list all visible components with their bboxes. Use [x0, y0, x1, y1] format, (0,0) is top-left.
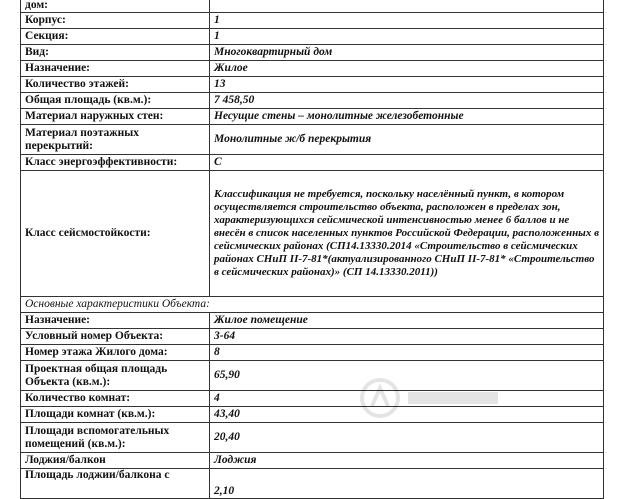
table-row — [21, 453, 604, 469]
row-label: Лоджия/балкон — [21, 453, 210, 469]
row-label: Количество комнат: — [21, 391, 210, 407]
row-value: Жилое — [210, 61, 604, 77]
section-title: Основные характеристики Объекта: — [21, 297, 604, 313]
row-label: Материал поэтажных перекрытий: — [21, 125, 210, 155]
row-value: Несущие стены – монолитные железобетонные — [210, 109, 604, 125]
table-row — [21, 13, 604, 29]
table-row — [21, 423, 604, 453]
row-label: Общая площадь (кв.м.): — [21, 93, 210, 109]
row-label: Класс энергоэффективности: — [21, 155, 210, 171]
row-value — [210, 0, 604, 13]
section-row — [21, 297, 604, 313]
row-label: Класс сейсмостойкости: — [21, 171, 210, 297]
row-value: C — [210, 155, 604, 171]
row-label: Материал наружных стен: — [21, 109, 210, 125]
table-row — [21, 469, 604, 499]
table-row — [21, 313, 604, 329]
row-value: 2,10 — [210, 469, 604, 499]
table-row — [21, 0, 604, 13]
row-value: 8 — [210, 345, 604, 361]
row-value: Жилое помещение — [210, 313, 604, 329]
table-row — [21, 61, 604, 77]
row-value: 1 — [210, 13, 604, 29]
table-row — [21, 329, 604, 345]
row-label: Площадь лоджии/балкона с — [21, 469, 210, 499]
row-label: Проектная общая площадь Объекта (кв.м.): — [21, 361, 210, 391]
row-label: Вид: — [21, 45, 210, 61]
row-value: 65,90 — [210, 361, 604, 391]
table-row — [21, 407, 604, 423]
table-row — [21, 345, 604, 361]
table-row — [21, 171, 604, 297]
table-row — [21, 391, 604, 407]
table-row — [21, 77, 604, 93]
table-row — [21, 29, 604, 45]
row-value: 3-64 — [210, 329, 604, 345]
row-value: 4 — [210, 391, 604, 407]
row-value: 13 — [210, 77, 604, 93]
row-label: Корпус: — [21, 13, 210, 29]
row-label: Количество этажей: — [21, 77, 210, 93]
row-label: Площади вспомогательных помещений (кв.м.): — [21, 423, 210, 453]
row-value: Монолитные ж/б перекрытия — [210, 125, 604, 155]
row-value: 20,40 — [210, 423, 604, 453]
row-value: 7 458,50 — [210, 93, 604, 109]
table-row — [21, 361, 604, 391]
row-label: дом: — [21, 0, 210, 13]
row-label: Назначение: — [21, 61, 210, 77]
row-value: Классификация не требуется, поскольку населённый пункт, в котором осуществляется строительство объекта, расположен в пределах зон, характеризующихся сейсмической интенсивностью менее 6 баллов и не внесён в список населенных пунктов Российской Федерации, расположенных в сейсмических районах (СП14.13330.2014 «Строительство в сейсмических районах СНиП II-7-81*(актуализированного СНиП II-7-81* «Строительство в сейсмических районах)» (СП 14.13330.2011)) — [210, 171, 604, 297]
table-row — [21, 45, 604, 61]
row-label: Условный номер Объекта: — [21, 329, 210, 345]
table-row — [21, 109, 604, 125]
row-value: Лоджия — [210, 453, 604, 469]
row-value: 1 — [210, 29, 604, 45]
row-label: Назначение: — [21, 313, 210, 329]
table-row — [21, 125, 604, 155]
table-row — [21, 93, 604, 109]
row-value: Многоквартирный дом — [210, 45, 604, 61]
property-characteristics-table — [20, 0, 604, 499]
row-label: Номер этажа Жилого дома: — [21, 345, 210, 361]
row-label: Секция: — [21, 29, 210, 45]
row-label: Площади комнат (кв.м.): — [21, 407, 210, 423]
table-row — [21, 155, 604, 171]
row-value: 43,40 — [210, 407, 604, 423]
